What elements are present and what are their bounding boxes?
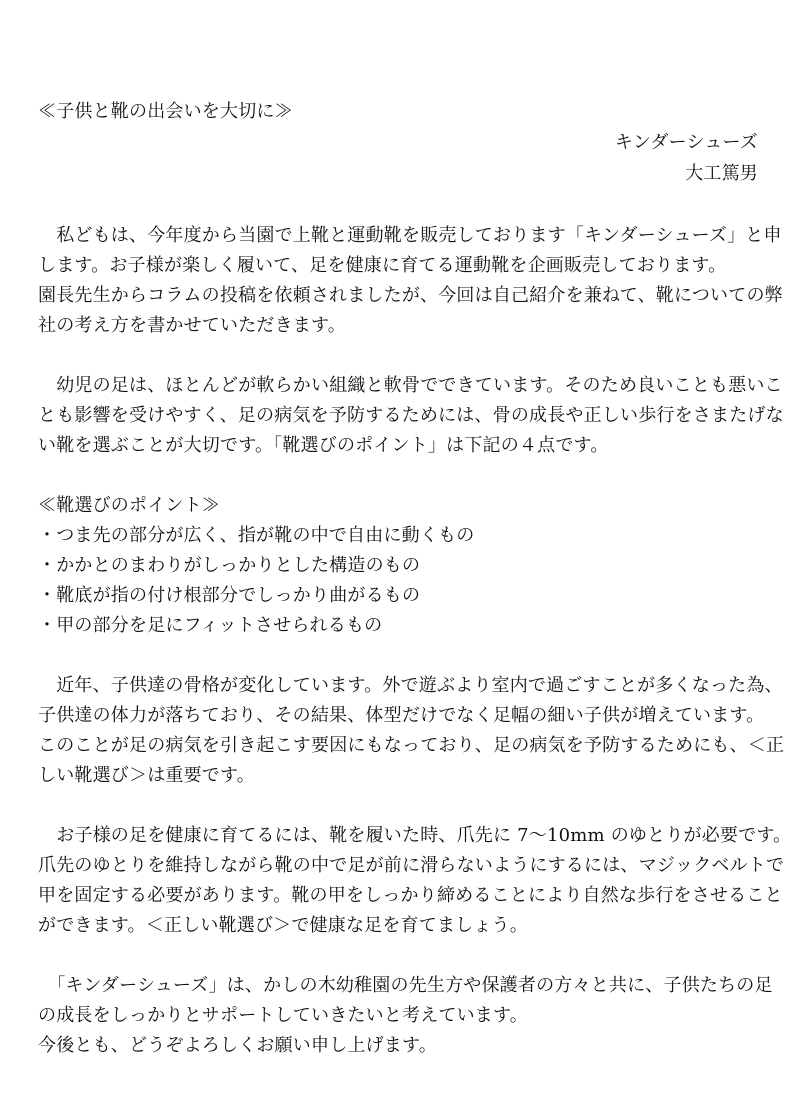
point-item: ・かかとのまわりがしっかりとした構造のもの [38, 555, 421, 576]
paragraph-2-line-2: とも影響を受けやすく、足の病気を予防するためには、骨の成長や正しい歩行をさまたげな [38, 405, 784, 426]
paragraph-4-line-3: 甲を固定する必要があります。靴の甲をしっかり締めることにより自然な歩行をさせること [38, 885, 783, 906]
point-item: ・靴底が指の付け根部分でしっかり曲がるもの [38, 585, 421, 606]
paragraph-3-line-1: 近年、子供達の骨格が変化しています。外で遊ぶより室内で過ごすことが多くなった為、 [38, 675, 783, 696]
paragraph-4-line-4: ができます。＜正しい靴選び＞で健康な足を育てましょう。 [38, 915, 528, 936]
paragraph-1-line-4: 社の考え方を書かせていただきます。 [38, 315, 346, 336]
paragraph-3-line-2: 子供達の体力が落ちており、その結果、体型だけでなく足幅の細い子供が増えています。 [38, 705, 765, 726]
point-item: ・つま先の部分が広く、指が靴の中で自由に動くもの [38, 525, 475, 546]
points-heading: ≪靴選びのポイント≫ [38, 495, 220, 516]
author-company: キンダーシューズ [614, 132, 758, 153]
paragraph-4-line-1: お子様の足を健康に育てるには、靴を履いた時、爪先に 7～10mm のゆとりが必要です。 [38, 825, 792, 846]
paragraph-1-line-3: 園長先生からコラムの投稿を依頼されましたが、今回は自己紹介を兼ねて、靴についての弊 [38, 285, 783, 306]
author-name: 大工篤男 [685, 163, 758, 184]
paragraph-1-line-1: 私どもは、今年度から当園で上靴と運動靴を販売しております「キンダーシューズ」と申 [38, 225, 782, 246]
paragraph-5-line-3: 今後とも、どうぞよろしくお願い申し上げます。 [38, 1035, 437, 1056]
paragraph-5-line-1: 「キンダーシューズ」は、かしの木幼稚園の先生方や保護者の方々と共に、子供たちの足 [38, 975, 773, 996]
paragraph-5-line-2: の成長をしっかりとサポートしていきたいと考えています。 [38, 1005, 528, 1026]
paragraph-1-line-2: します。お子様が楽しく履いて、足を健康に育てる運動靴を企画販売しております。 [38, 255, 727, 276]
paragraph-4-line-2: 爪先のゆとりを維持しながら靴の中で足が前に滑らないようにするには、マジックベルトで [38, 855, 785, 876]
paragraph-3-line-4: しい靴選び＞は重要です。 [38, 765, 255, 786]
document-title: ≪子供と靴の出会いを大切に≫ [38, 101, 293, 122]
paragraph-2-line-3: い靴を選ぶことが大切です。「靴選びのポイント」は下記の４点です。 [38, 435, 609, 456]
paragraph-3-line-3: このことが足の病気を引き起こす要因にもなっており、足の病気を予防するためにも、＜正 [38, 735, 785, 756]
paragraph-2-line-1: 幼児の足は、ほとんどが軟らかい組織と軟骨でできています。そのため良いことも悪いこ [38, 375, 783, 396]
point-item: ・甲の部分を足にフィットさせられるもの [38, 615, 383, 636]
